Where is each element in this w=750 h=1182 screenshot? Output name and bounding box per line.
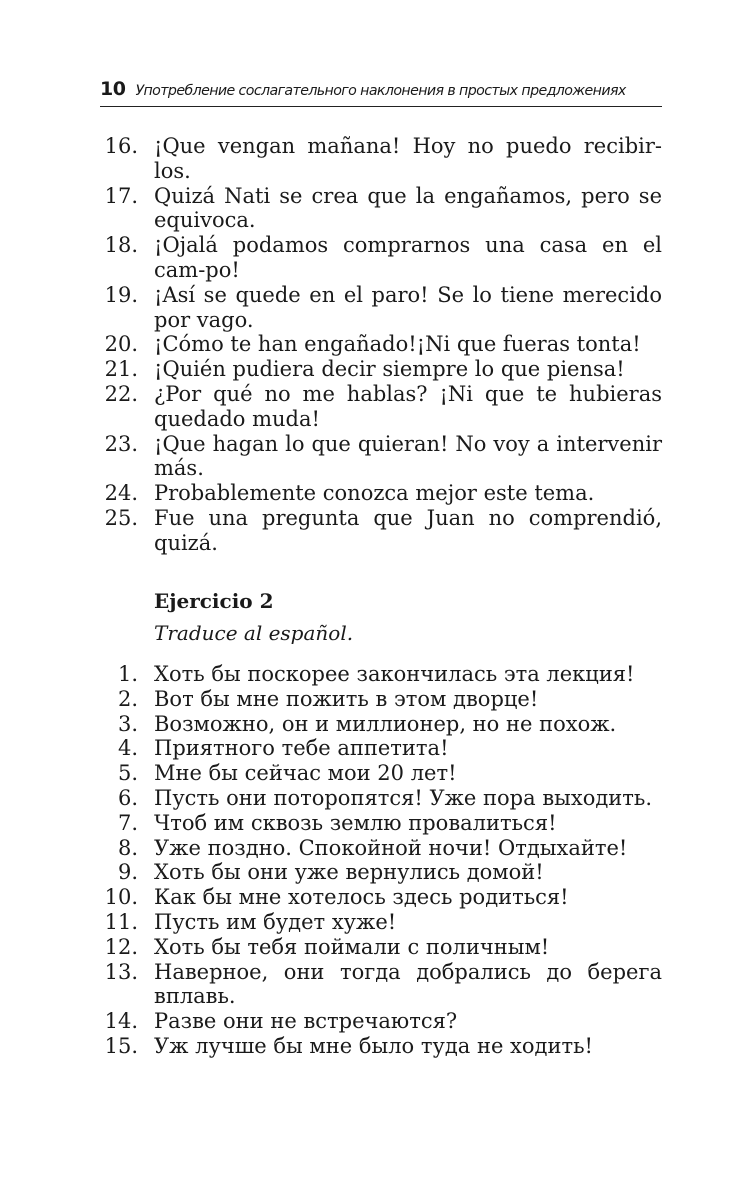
list-item — [100, 184, 662, 234]
item-number: 15. — [104, 1033, 138, 1058]
list-item — [100, 761, 662, 786]
item-text: Уж лучше бы мне было туда не ходить! — [154, 1033, 593, 1058]
item-text: Хоть бы тебя поймали с поличным! — [154, 934, 550, 959]
item-number: 19. — [104, 282, 138, 307]
list-item — [100, 332, 662, 357]
list-item — [100, 506, 662, 556]
list-item — [100, 662, 662, 687]
item-text: Вот бы мне пожить в этом дворце! — [154, 686, 539, 711]
item-number: 20. — [104, 332, 138, 357]
item-text: Как бы мне хотелось здесь родиться! — [154, 885, 569, 910]
list-item — [100, 687, 662, 712]
item-text: ¡Ojalá podamos comprarnos una casa en el cam-po! — [154, 233, 662, 282]
item-number: 13. — [104, 959, 138, 984]
item-number: 9. — [117, 860, 138, 885]
item-number: 16. — [104, 134, 138, 158]
item-number: 6. — [117, 785, 138, 810]
item-number: 10. — [104, 885, 138, 910]
exercise-instruction: Traduce al español. — [154, 621, 354, 645]
item-number: 3. — [117, 711, 138, 736]
item-number: 22. — [104, 381, 138, 406]
item-number: 11. — [104, 909, 138, 934]
list-item — [100, 910, 662, 935]
item-text: ¡Quién pudiera decir siempre lo que piensa! — [154, 357, 625, 382]
item-number: 24. — [104, 481, 138, 506]
running-header — [100, 78, 662, 107]
item-text: Разве они не встречаются? — [154, 1009, 458, 1034]
item-number: 21. — [104, 357, 138, 382]
sentence-list-part1 — [100, 134, 662, 556]
list-item — [100, 134, 662, 184]
page-number: 10 — [100, 78, 126, 100]
list-item — [100, 860, 662, 885]
list-item — [100, 1009, 662, 1034]
list-item — [100, 382, 662, 432]
item-text: Quizá Nati se crea que la engañamos, pero se equivoca. — [154, 183, 662, 233]
item-text: Возможно, он и миллионер, но не похож. — [154, 711, 617, 736]
list-item — [100, 885, 662, 910]
item-number: 8. — [117, 835, 138, 860]
item-text: Пусть им будет хуже! — [154, 909, 397, 934]
sentence-list-part2 — [100, 662, 662, 1059]
list-item — [100, 432, 662, 482]
item-text: ¡Así se quede en el paro! Se lo tiene merecido por vago. — [154, 282, 662, 332]
list-item — [100, 811, 662, 836]
exercise-title: Ejercicio 2 — [154, 589, 274, 613]
item-text: ¡Que hagan lo que quieran! No voy a intervenir más. — [154, 431, 662, 481]
item-text: ¡Que vengan mañana! Hoy no puedo recibir-los. — [154, 134, 662, 183]
item-text: Пусть они поторопятся! Уже пора выходить. — [154, 785, 652, 810]
item-text: Приятного тебе аппетита! — [154, 736, 449, 761]
item-number: 7. — [117, 810, 138, 835]
list-item — [100, 481, 662, 506]
item-text: Probablemente conozca mejor este tema. — [154, 481, 595, 506]
item-number: 4. — [117, 736, 138, 761]
item-text: ¡Cómo te han engañado!¡Ni que fueras tonta! — [154, 332, 641, 357]
list-item — [100, 960, 662, 1010]
item-text: Хоть бы поскорее закончилась эта лекция! — [154, 662, 635, 686]
list-item — [100, 233, 662, 283]
item-number: 14. — [104, 1009, 138, 1034]
list-item — [100, 357, 662, 382]
item-number: 5. — [117, 761, 138, 786]
item-text: Уже поздно. Спокойной ночи! Отдыхайте! — [154, 835, 628, 860]
item-text: Чтоб им сквозь землю провалиться! — [154, 810, 557, 835]
list-item — [100, 283, 662, 333]
item-number: 12. — [104, 934, 138, 959]
item-number: 2. — [117, 686, 138, 711]
item-text: Fue una pregunta que Juan no comprendió, quizá. — [154, 505, 662, 555]
item-number: 25. — [104, 505, 138, 530]
list-item — [100, 712, 662, 737]
list-item — [100, 935, 662, 960]
item-number: 17. — [104, 183, 138, 208]
item-text: Мне бы сейчас мои 20 лет! — [154, 761, 457, 786]
item-text: ¿Por qué no me hablas? ¡Ni que te hubieras quedado muda! — [154, 381, 662, 431]
running-title: Употребление сослагательного наклонения в простых предложениях — [135, 83, 626, 99]
list-item — [100, 786, 662, 811]
list-item — [100, 736, 662, 761]
item-text: Хоть бы они уже вернулись домой! — [154, 860, 544, 885]
list-item — [100, 1034, 662, 1059]
item-text: Наверное, они тогда добрались до берега вплавь. — [154, 959, 662, 1009]
item-number: 23. — [104, 431, 138, 456]
list-item — [100, 836, 662, 861]
item-number: 18. — [104, 233, 138, 258]
item-number: 1. — [117, 662, 138, 686]
